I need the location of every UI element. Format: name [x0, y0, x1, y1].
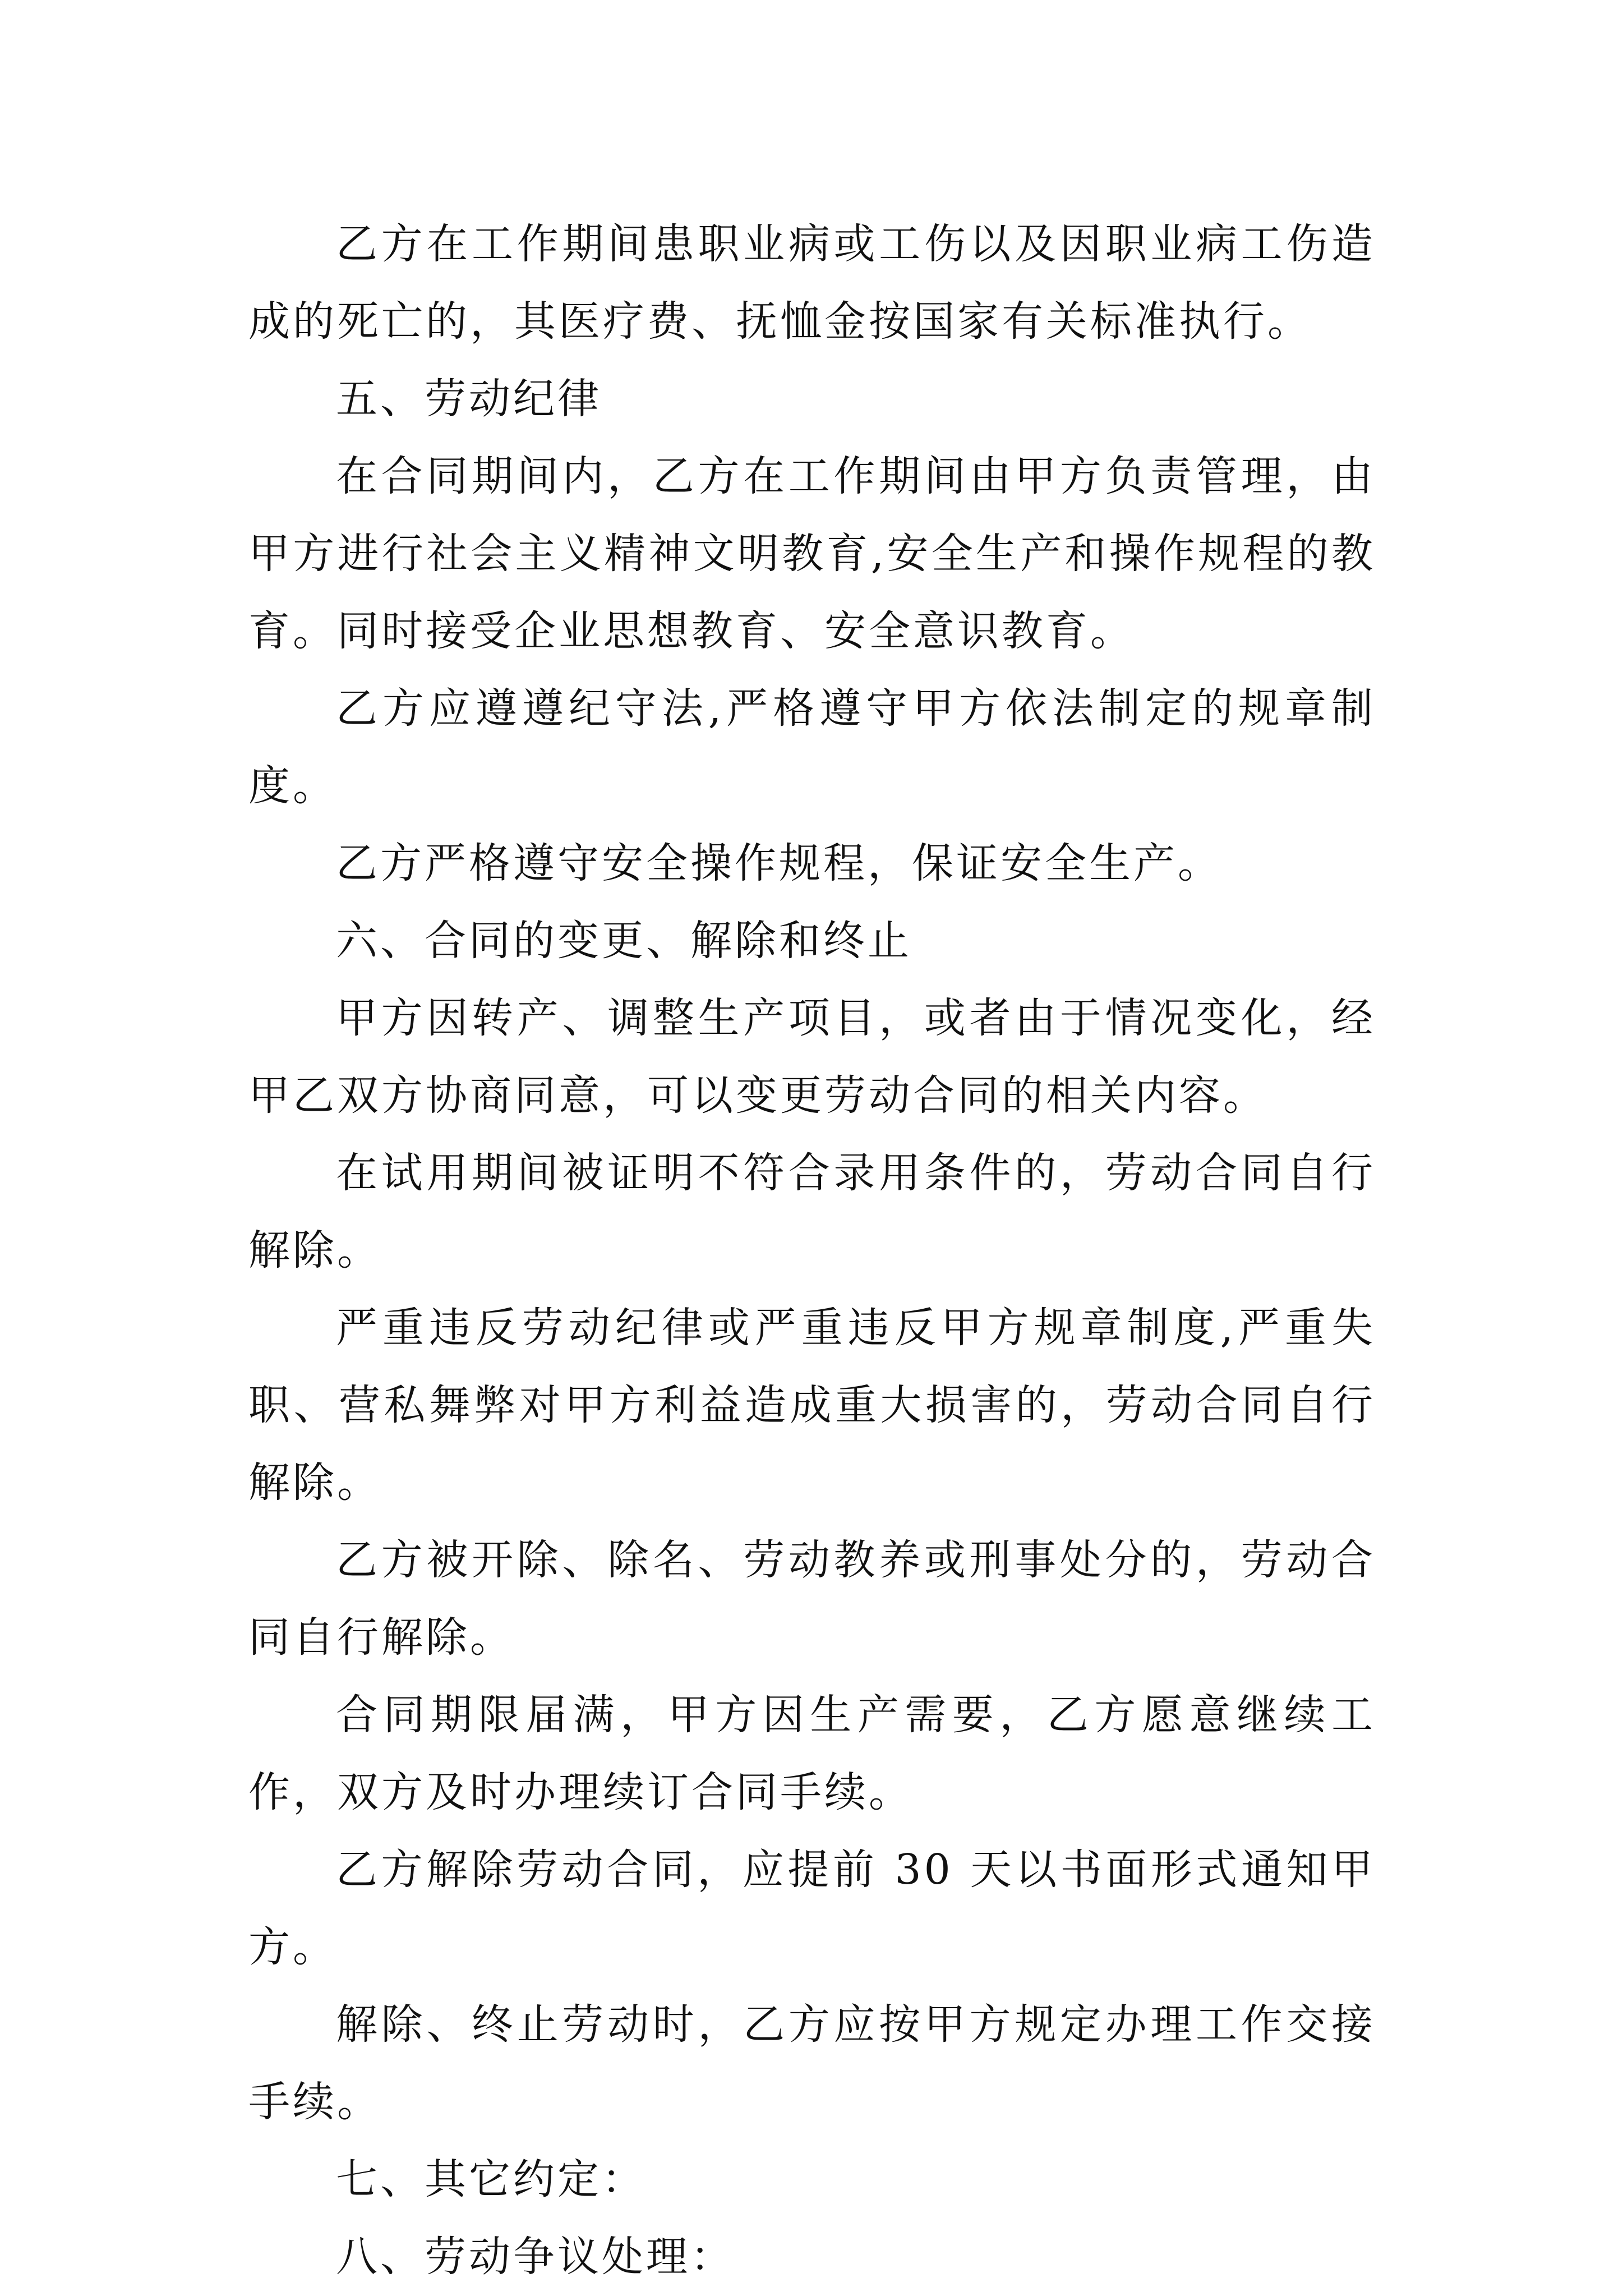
section-heading-labor-discipline: 五、劳动纪律 [336, 375, 602, 423]
section-heading-dispute-resolution: 八、劳动争议处理： [336, 2233, 735, 2281]
section-heading-contract-change: 六、合同的变更、解除和终止 [336, 917, 912, 965]
paragraph-safety-rules: 乙方严格遵守安全操作规程，保证安全生产。 [336, 839, 1222, 887]
paragraph-renewal: 合同期限届满，甲方因生产需要，乙方愿意继续工作，双方及时办理续订合同手续。 [248, 1691, 1376, 1816]
paragraph-obey-law: 乙方应遵遵纪守法,严格遵守甲方依法制定的规章制度。 [248, 684, 1376, 810]
paragraph-management-education: 在合同期间内，乙方在工作期间由甲方负责管理，由甲方进行社会主义精神文明教育,安全生产和操作规程的教育。同时接受企业思想教育、安全意识教育。 [248, 452, 1376, 655]
paragraph-notice-period: 乙方解除劳动合同，应提前 30 天以书面形式通知甲方。 [248, 1846, 1376, 1971]
paragraph-serious-violation: 严重违反劳动纪律或严重违反甲方规章制度,严重失职、营私舞弊对甲方利益造成重大损害的，劳动合同自行解除。 [248, 1304, 1376, 1507]
document-body [248, 205, 1376, 2295]
section-heading-other-agreements: 七、其它约定： [336, 2155, 646, 2203]
paragraph-dismissal: 乙方被开除、除名、劳动教养或刑事处分的，劳动合同自行解除。 [248, 1536, 1376, 1662]
paragraph-handover: 解除、终止劳动时，乙方应按甲方规定办理工作交接手续。 [248, 2000, 1376, 2126]
paragraph-occupational-injury: 乙方在工作期间患职业病或工伤以及因职业病工伤造成的死亡的，其医疗费、抚恤金按国家有关标准执行。 [248, 220, 1376, 346]
paragraph-contract-modification: 甲方因转产、调整生产项目，或者由于情况变化，经甲乙双方协商同意，可以变更劳动合同的相关内容。 [248, 994, 1376, 1120]
paragraph-probation-termination: 在试用期间被证明不符合录用条件的，劳动合同自行解除。 [248, 1149, 1376, 1274]
